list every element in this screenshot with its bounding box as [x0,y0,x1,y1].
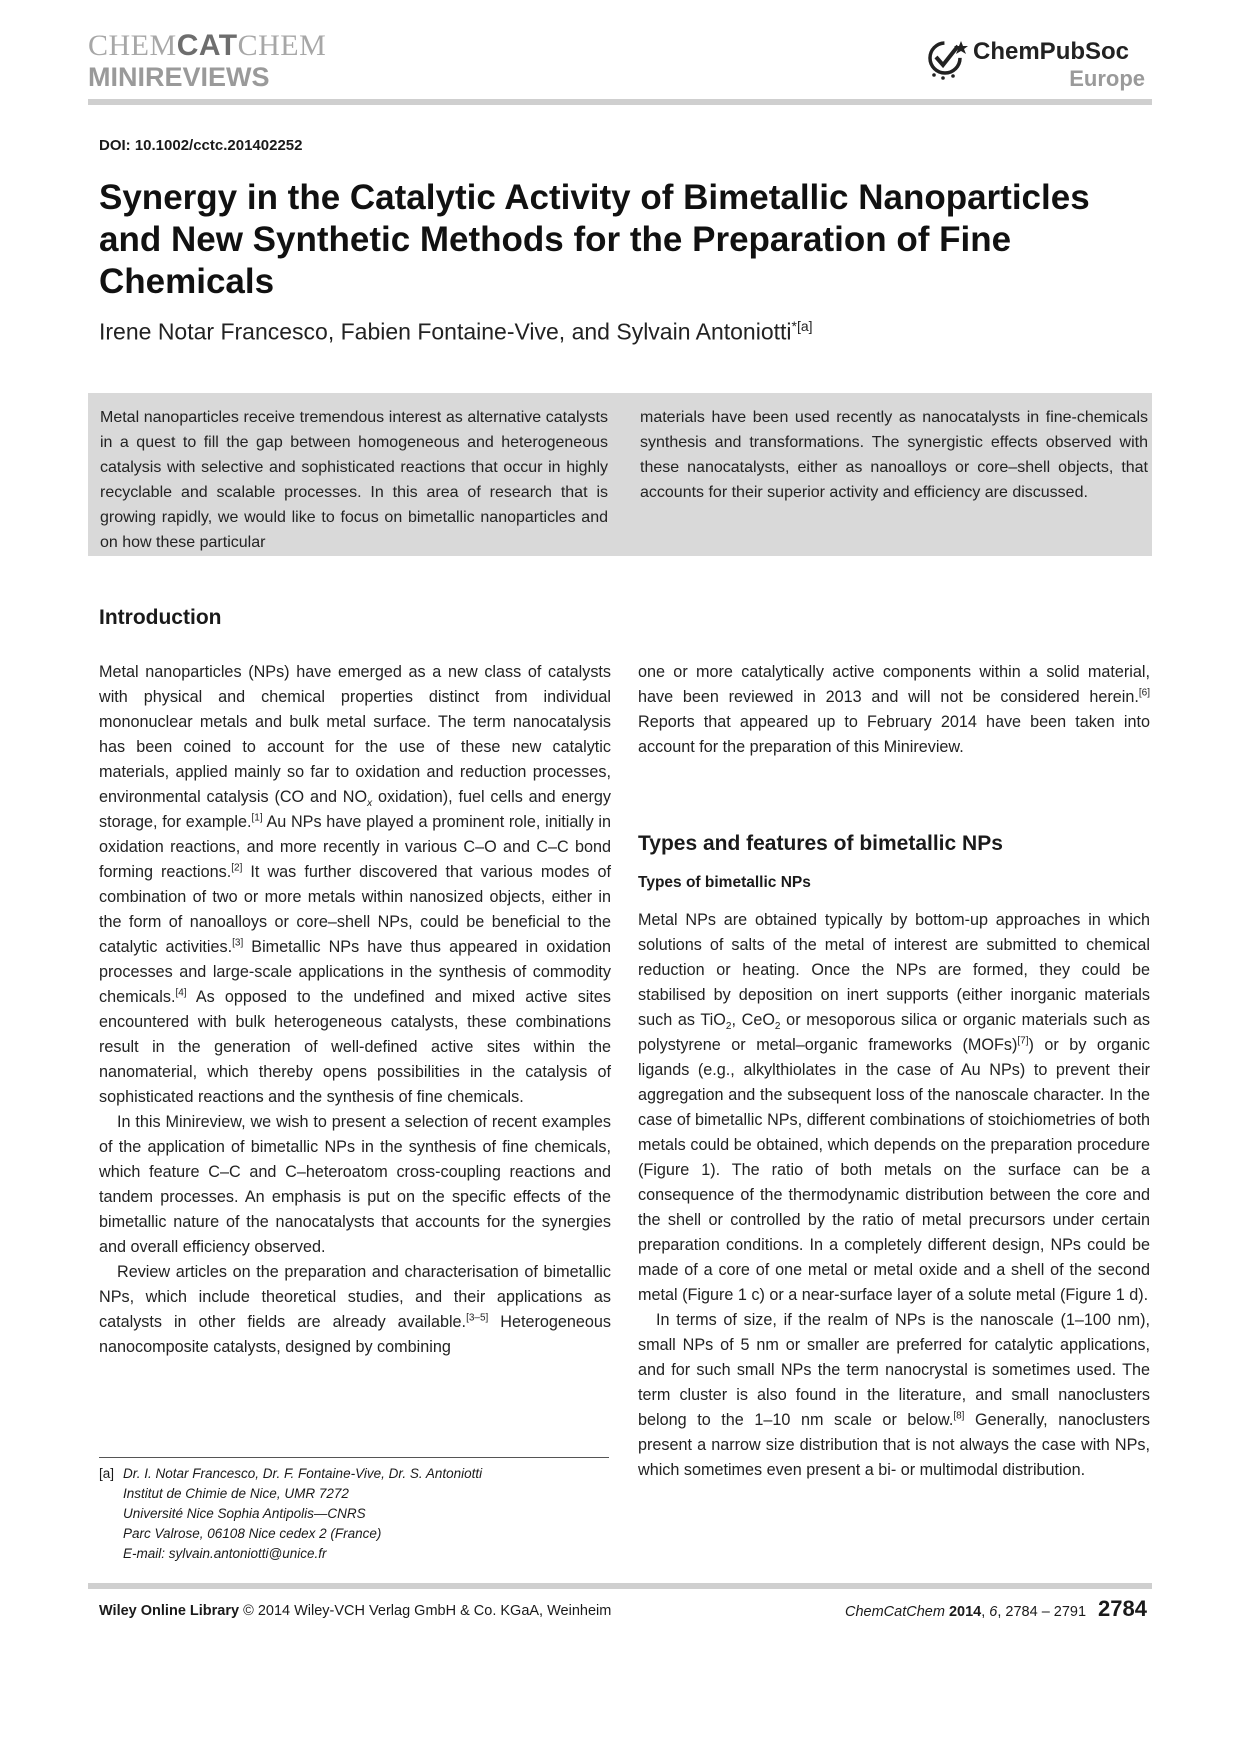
intro-paragraph-1: Metal nanoparticles (NPs) have emerged as a new class of catalysts with physical and chemical properties distinct from individual mononuclear metals and bulk metal surface. The term nanocatalysis has been coined to account for the use of these new catalytic materials, applied mainly so far to oxidation and reduction processes, environmental catalysis (CO and $NO_x$ oxidation), fuel cells and energy storage, for example.[1] Au NPs have played a prominent role, initially in oxidation reactions, and more recently in various C–O and C–C bond forming reactions.[2] It was further discovered that various modes of combination of two or more metals within nanosized objects, either in the form of nanoalloys or core–shell NPs, could be beneficial to the catalytic activities.[3] Bimetallic NPs have thus appeared in oxidation processes and large-scale applications in the synthesis of commodity chemicals.[4] As opposed to the undefined and mixed active sites encountered with bulk heterogeneous catalysts, these combinations result in the generation of well-defined active sites within the nanomaterial, which thereby opens possibilities in the catalysis of sophisticated reactions and the synthesis of fine chemicals. [99,663,611,1106]
footnote-line: Institut de Chimie de Nice, UMR 7272 [123,1486,349,1501]
footer-copyright: Wiley Online Library © 2014 Wiley-VCH Verlag GmbH & Co. KGaA, Weinheim [99,1603,612,1619]
intro-paragraph-3-continued: one or more catalytically active components within a solid material, have been reviewed in 2013 and will not be considered herein.[6] Reports that appeared up to February 2014 have been taken into account for the preparation of this Minireview. [638,663,1150,756]
publisher-name: ChemPubSoc [973,38,1130,65]
publisher-region: Europe [1069,66,1145,91]
footnote-line: Parc Valrose, 06108 Nice cedex 2 (France) [123,1526,382,1541]
footer-citation: ChemCatChem 2014, 6, 2784 – 2791 2784 [844,1596,1147,1621]
section-heading-introduction: Introduction [99,606,222,629]
section-label: MINIREVIEWS [88,62,270,92]
footnote-body [123,1464,482,1564]
authors: Irene Notar Francesco, Fabien Fontaine-Vive, and Sylvain Antoniotti$^{*[a]}$ [99,318,813,345]
footnote-line: Université Nice Sophia Antipolis—CNRS [123,1506,366,1521]
affiliation-mark: *[a] [791,318,813,334]
abstract-right: materials have been used recently as nanocatalysts in fine-chemicals synthesis and transformations. The synergistic effects observed with these nanocatalysts, either as nanoalloys or core–shell objects, that accounts for their superior activity and efficiency are discussed. [640,409,1148,501]
footnote-rule [99,1457,609,1458]
intro-paragraph-2: In this Minireview, we wish to present a selection of recent examples of the application of bimetallic NPs in the synthesis of fine chemicals, which feature C–C and C–heteroatom cross-coupling reactions and tandem processes. An emphasis is put on the specific effects of the bimetallic nature of the nanocatalysts that accounts for the synergies and overall efficiency observed. [99,1113,611,1256]
header-rule [88,99,1152,105]
subsection-heading-types: Types of bimetallic NPs [638,874,811,891]
intro-paragraph-3: Review articles on the preparation and characterisation of bimetallic NPs, which include theoretical studies, and their applications as catalysts in other fields are already available.[3–5] Heterogeneous nanocomposite catalysts, designed by combining [99,1263,611,1356]
footnote-email: E-mail: sylvain.antoniotti@unice.fr [123,1546,327,1561]
left-column-body [99,660,611,1360]
article-title: Synergy in the Catalytic Activity of Bimetallic Nanoparticles and New Synthetic Methods for the Preparation of Fine Chemicals [99,178,1090,301]
footnote-line: Dr. I. Notar Francesco, Dr. F. Fontaine-Vive, Dr. S. Antoniotti [123,1466,483,1481]
footnote-label: [a] [99,1466,115,1481]
abstract-box [88,393,1152,556]
right-column-intro-continuation [638,660,1150,760]
page-number: 2784 [1098,1596,1147,1621]
journal-brand [88,30,326,92]
journal-name: CHEMCATCHEM [88,29,327,62]
publisher-emblem-icon [925,36,971,82]
section-heading-types: Types and features of bimetallic NPs [638,832,1003,855]
right-column-body [638,908,1150,1483]
abstract-left: Metal nanoparticles receive tremendous interest as alternative catalysts in a quest to fill the gap between homogeneous and heterogeneous catalysis with selective and sophisticated reactions that occur in highly recyclable and scalable processes. In this area of research that is growing rapidly, we would like to focus on bimetallic nanoparticles and on how these particular [100,409,608,551]
doi: DOI: 10.1002/cctc.201402252 [99,137,303,154]
footer-rule [88,1583,1152,1589]
types-paragraph-2: In terms of size, if the realm of NPs is the nanoscale (1–100 nm), small NPs of 5 nm or smaller are preferred for catalytic applications, and for such small NPs the term nanocrystal is sometimes used. The term cluster is also found in the literature, and small nanoclusters belong to the 1–10 nm scale or below.[8] Generally, nanoclusters present a narrow size distribution that is not always the case with NPs, which sometimes even present a bi- or multimodal distribution. [638,1311,1150,1479]
footer-library: Wiley Online Library [99,1603,240,1619]
types-paragraph-1: Metal NPs are obtained typically by bottom-up approaches in which solutions of salts of the metal of interest are submitted to chemical reduction or heating. Once the NPs are formed, they could be stabilised by deposition on inert supports (either inorganic materials such as TiO$_2$, CeO$_2$ or mesoporous silica or organic materials such as polystyrene or metal–organic frameworks (MOFs)[7]) or by organic ligands (e.g., alkylthiolates in the case of Au NPs) to prevent their aggregation and the subsequent loss of the nanoscale character. In the case of bimetallic NPs, different combinations of stoichiometries of both metals could be obtained, which depends on the preparation procedure (Figure 1). The ratio of both metals on the surface can be a consequence of the thermodynamic distribution between the core and the shell or controlled by the ratio of metal precursors under certain preparation conditions. In a completely different design, NPs could be made of a core of one metal or metal oxide and a shell of the second metal (Figure 1 c) or a near-surface layer of a solute metal (Figure 1 d). [638,911,1150,1304]
publisher-logo [925,36,1145,96]
